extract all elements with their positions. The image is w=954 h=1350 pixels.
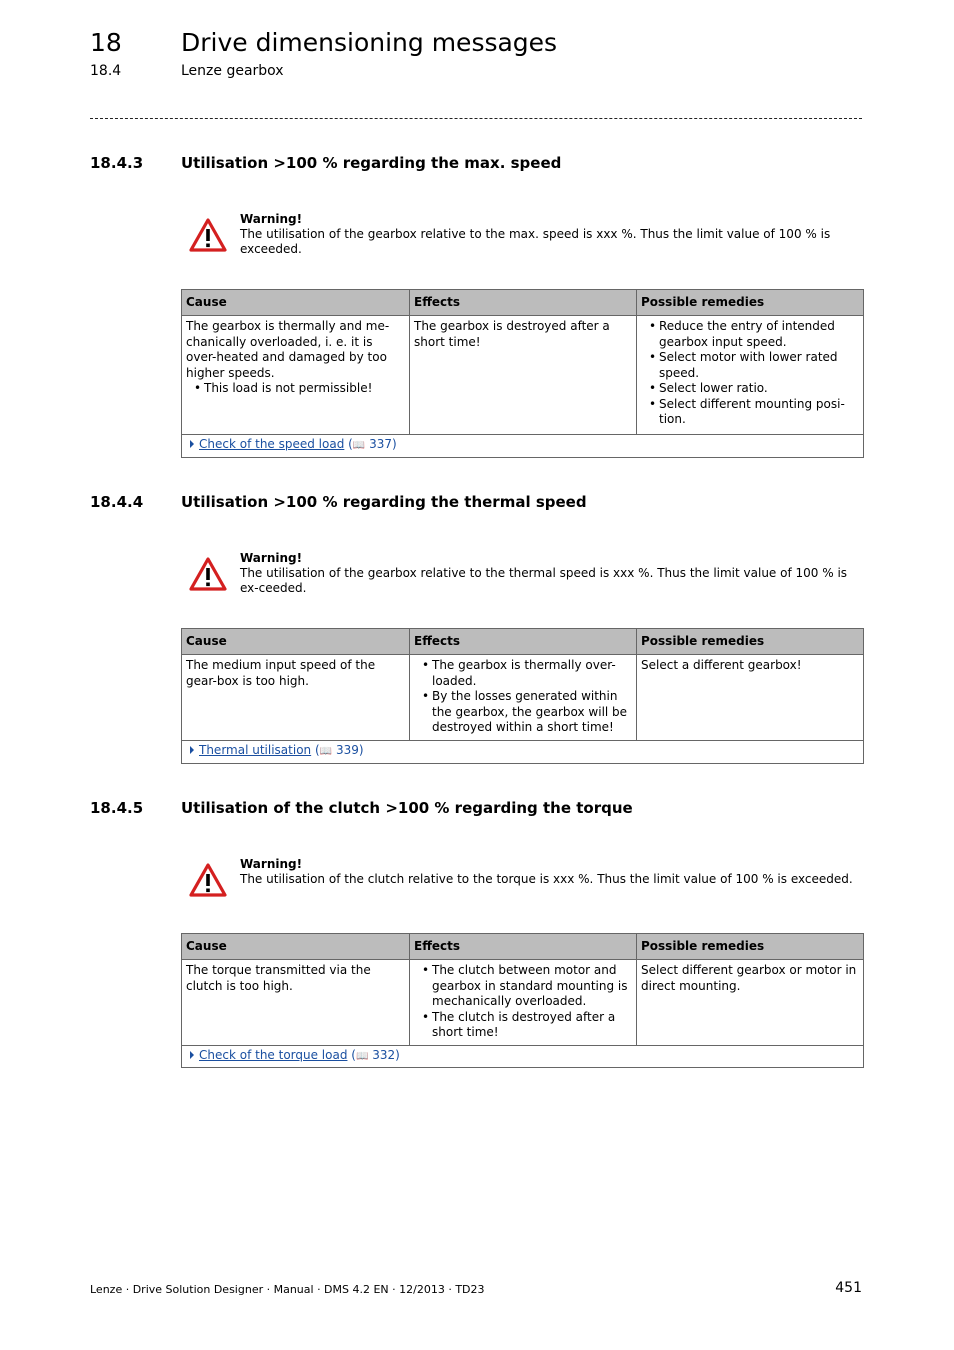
remedy-bullet: • Select motor with lower rated speed.	[659, 350, 859, 381]
remedies-text: Select different gearbox or motor in direct mounting.	[641, 963, 857, 993]
remedy-bullet: • Reduce the entry of intended gearbox input speed.	[659, 319, 859, 350]
thermal-utilisation-link[interactable]: Thermal utilisation	[199, 743, 312, 757]
column-header-cause: Cause	[182, 290, 410, 316]
subsection-title: Utilisation of the clutch >100 % regarding the torque	[181, 799, 633, 817]
triangle-right-icon	[190, 746, 194, 754]
speed-load-link[interactable]: Check of the speed load	[199, 437, 345, 451]
cause-text: The torque transmitted via the clutch is too high.	[186, 963, 371, 993]
column-header-effects: Effects	[410, 290, 637, 316]
effects-text: The gearbox is destroyed after a short time!	[414, 319, 610, 349]
link-row: Check of the torque load (📖 332)	[182, 1045, 864, 1068]
warning-text: The utilisation of the gearbox relative to the max. speed is xxx %. Thus the limit value of 100 % is exceeded.	[240, 227, 831, 256]
remedies-cell	[637, 960, 864, 1046]
subsection-number: 18.4.5	[90, 799, 144, 817]
warning-label: Warning!	[240, 857, 303, 871]
page-number: 451	[835, 1280, 862, 1296]
book-icon: 📖	[352, 440, 366, 451]
warning-text: The utilisation of the gearbox relative to the thermal speed is xxx %. Thus the limit value of 100 % is ex-ceeded.	[240, 566, 848, 595]
warning-label: Warning!	[240, 551, 303, 565]
header-divider	[90, 118, 862, 119]
torque-load-link[interactable]: Check of the torque load	[199, 1047, 348, 1062]
column-header-cause: Cause	[182, 934, 410, 960]
remedies-cell	[637, 655, 864, 741]
cause-cell	[182, 316, 410, 435]
remedy-bullet: • Select different mounting posi-tion.	[659, 397, 859, 428]
column-header-remedies: Possible remedies	[637, 629, 864, 655]
link-row: Thermal utilisation (📖 339)	[182, 741, 864, 764]
effect-bullet: • The clutch is destroyed after a short time!	[432, 1010, 632, 1041]
triangle-right-icon	[190, 440, 194, 448]
footer-text: Lenze · Drive Solution Designer · Manual · DMS 4.2 EN · 12/2013 · TD23	[90, 1283, 485, 1296]
cause-cell	[182, 960, 410, 1046]
column-header-effects: Effects	[410, 934, 637, 960]
link-row: Check of the speed load (📖 337)	[182, 435, 864, 458]
effect-bullet: • The clutch between motor and gearbox in standard mounting is mechanically overloaded.	[432, 963, 632, 1010]
warning-box	[240, 551, 862, 596]
warning-triangle-icon	[189, 557, 227, 591]
chapter-number: 18	[90, 28, 122, 57]
triangle-right-icon	[190, 1051, 194, 1059]
book-icon: 📖	[319, 746, 333, 757]
cause-text: The gearbox is thermally and me-chanically overloaded, i. e. it is over-heated and damaged by too higher speeds.	[186, 319, 390, 380]
page-ref-link[interactable]: 332	[372, 1047, 396, 1062]
section-number: 18.4	[90, 63, 122, 79]
warning-box	[240, 857, 862, 887]
column-header-remedies: Possible remedies	[637, 934, 864, 960]
remedies-text: Select a different gearbox!	[641, 658, 802, 672]
warning-triangle-icon	[189, 218, 227, 252]
book-icon: 📖	[355, 1050, 369, 1062]
cause-bullet: • This load is not permissible!	[204, 381, 405, 397]
message-table	[181, 289, 864, 458]
effects-cell	[410, 960, 637, 1046]
column-header-effects: Effects	[410, 629, 637, 655]
page-ref-link[interactable]: 339	[335, 743, 359, 757]
message-table	[181, 933, 864, 1068]
chapter-title: Drive dimensioning messages	[181, 28, 558, 57]
remedy-bullet: • Select lower ratio.	[659, 381, 859, 397]
warning-triangle-icon	[189, 863, 227, 897]
page-ref-link[interactable]: 337	[369, 437, 393, 451]
subsection-number: 18.4.4	[90, 493, 144, 511]
column-header-remedies: Possible remedies	[637, 290, 864, 316]
message-table	[181, 628, 864, 764]
warning-text: The utilisation of the clutch relative to the torque is xxx %. Thus the limit value of 100 % is exceeded.	[240, 872, 853, 886]
effect-bullet: • By the losses generated within the gearbox, the gearbox will be destroyed within a short time!	[432, 689, 632, 736]
cause-cell	[182, 655, 410, 741]
column-header-cause: Cause	[182, 629, 410, 655]
subsection-title: Utilisation >100 % regarding the thermal speed	[181, 493, 587, 511]
remedies-cell	[637, 316, 864, 435]
section-title: Lenze gearbox	[181, 63, 284, 79]
subsection-number: 18.4.3	[90, 154, 144, 172]
cause-text: The medium input speed of the gear-box is too high.	[186, 658, 376, 688]
warning-box	[240, 212, 862, 257]
effects-cell	[410, 655, 637, 741]
subsection-title: Utilisation >100 % regarding the max. speed	[181, 154, 562, 172]
effect-bullet: • The gearbox is thermally over-loaded.	[432, 658, 632, 689]
warning-label: Warning!	[240, 212, 303, 226]
effects-cell	[410, 316, 637, 435]
